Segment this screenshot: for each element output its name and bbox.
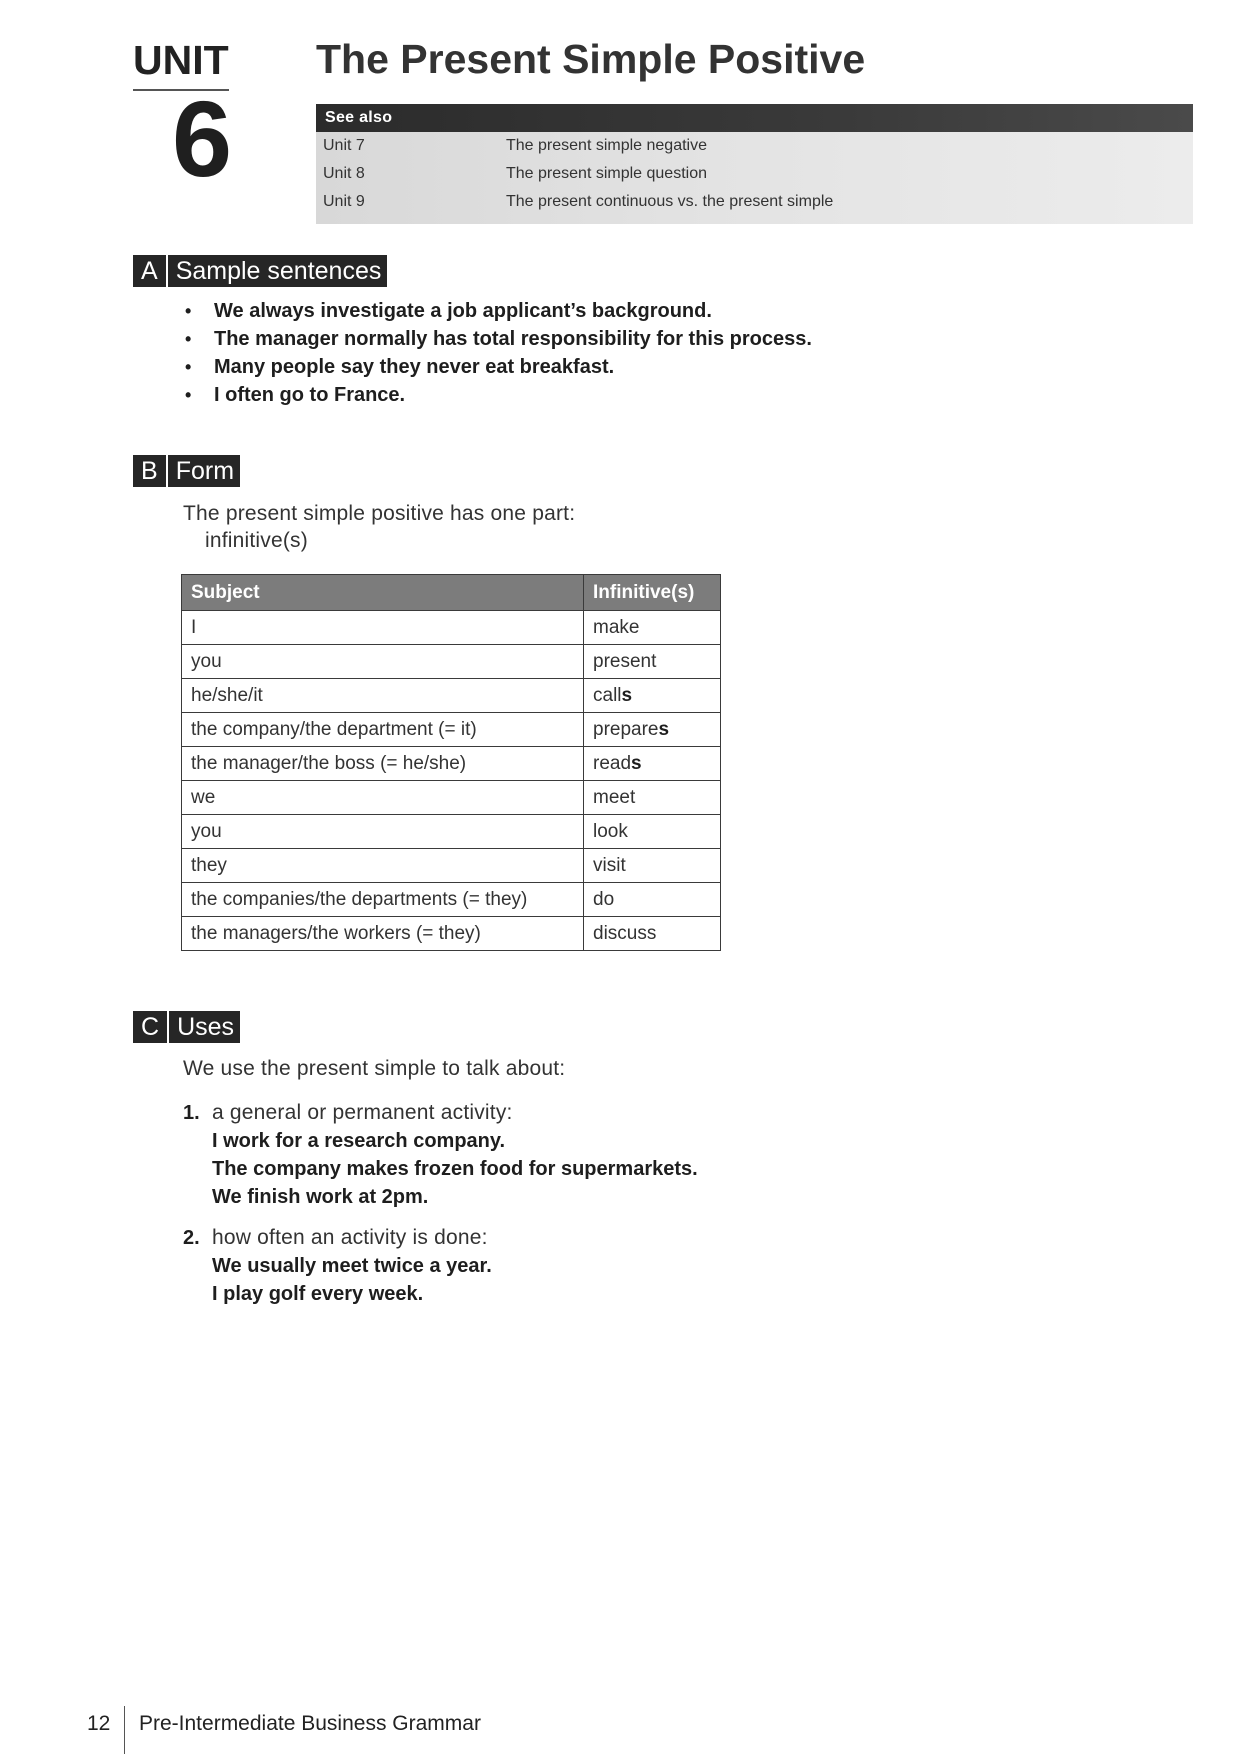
subject-cell: the company/the department (= it): [182, 713, 584, 747]
section-letter: B: [133, 455, 166, 487]
infinitive-stem: prepare: [593, 718, 659, 740]
infinitive-stem: call: [593, 684, 622, 706]
table-row: [182, 679, 721, 713]
uses-section: [183, 1055, 1083, 1308]
section-b-heading: [133, 455, 240, 487]
section-letter: C: [133, 1011, 167, 1043]
infinitive-ending: s: [631, 752, 642, 774]
infinitive-header: Infinitive(s): [584, 575, 721, 611]
infinitive-stem: make: [593, 616, 640, 638]
table-row: [182, 781, 721, 815]
see-also-topic: The present continuous vs. the present simple: [506, 193, 834, 210]
table-row: [182, 883, 721, 917]
sample-sentences-list: [183, 297, 812, 409]
sample-sentence: • Many people say they never eat breakfast.: [183, 353, 812, 381]
infinitive-stem: discuss: [593, 922, 657, 944]
infinitive-stem: visit: [593, 854, 626, 876]
infinitive-stem: read: [593, 752, 632, 774]
see-also-box: [316, 104, 1193, 224]
see-also-unit: Unit 7: [323, 137, 365, 154]
table-row: [182, 917, 721, 951]
infinitive-cell: [584, 883, 721, 917]
sample-sentence: • We always investigate a job applicant’s background.: [183, 297, 812, 325]
unit-label: UNIT: [133, 37, 229, 83]
table-row: [182, 849, 721, 883]
use-label: how often an activity is done:: [212, 1226, 488, 1249]
unit-number: 6: [172, 78, 233, 199]
use-example: The company makes frozen food for supermarkets.: [212, 1158, 698, 1180]
table-row: [182, 747, 721, 781]
subject-cell: you: [182, 645, 584, 679]
use-number: 2.: [183, 1227, 200, 1249]
infinitive-cell: [584, 781, 721, 815]
use-item: [183, 1224, 1083, 1308]
see-also-row: [316, 160, 1193, 188]
footer-divider: [124, 1706, 125, 1754]
infinitive-cell: [584, 747, 721, 781]
section-title: Sample sentences: [168, 255, 388, 287]
infinitive-cell: [584, 713, 721, 747]
book-title: Pre-Intermediate Business Grammar: [139, 1712, 481, 1735]
use-label: a general or permanent activity:: [212, 1101, 513, 1124]
infinitive-stem: present: [593, 650, 657, 672]
see-also-row: [316, 132, 1193, 160]
subject-cell: I: [182, 611, 584, 645]
subject-cell: he/she/it: [182, 679, 584, 713]
infinitive-ending: s: [621, 684, 633, 706]
subject-cell: the managers/the workers (= they): [182, 917, 584, 951]
infinitive-ending: s: [658, 718, 670, 740]
infinitive-cell: [584, 679, 721, 713]
use-item: [183, 1099, 1083, 1211]
see-also-topic: The present simple question: [506, 165, 707, 182]
sample-sentence: • I often go to France.: [183, 381, 812, 409]
see-also-topic: The present simple negative: [506, 137, 707, 154]
infinitive-stem: do: [593, 888, 615, 910]
uses-intro: We use the present simple to talk about:: [183, 1057, 566, 1080]
table-row: [182, 645, 721, 679]
see-also-unit: Unit 9: [323, 193, 365, 210]
table-row: [182, 815, 721, 849]
section-a-heading: [133, 255, 387, 287]
form-table: [181, 574, 721, 951]
subject-cell: you: [182, 815, 584, 849]
table-row: [182, 611, 721, 645]
subject-cell: the companies/the departments (= they): [182, 883, 584, 917]
use-example: We finish work at 2pm.: [212, 1186, 429, 1208]
page-title: The Present Simple Positive: [316, 36, 866, 82]
see-also-unit: Unit 8: [323, 165, 365, 182]
form-formula: infinitive(s): [205, 529, 308, 552]
table-row: [182, 713, 721, 747]
infinitive-cell: [584, 611, 721, 645]
section-c-heading: [133, 1011, 240, 1043]
use-number: 1.: [183, 1102, 200, 1124]
see-also-heading: See also: [316, 104, 1193, 132]
subject-cell: they: [182, 849, 584, 883]
subject-header: Subject: [182, 575, 584, 611]
infinitive-stem: look: [593, 820, 628, 842]
subject-cell: we: [182, 781, 584, 815]
section-title: Form: [168, 455, 240, 487]
infinitive-cell: [584, 815, 721, 849]
infinitive-cell: [584, 917, 721, 951]
form-intro: The present simple positive has one part:: [183, 502, 576, 525]
see-also-row: [316, 188, 1193, 216]
infinitive-stem: meet: [593, 786, 636, 808]
table-header-row: [182, 575, 721, 611]
use-example: I work for a research company.: [212, 1130, 506, 1152]
sample-sentence: • The manager normally has total responsibility for this process.: [183, 325, 812, 353]
use-example: I play golf every week.: [212, 1283, 424, 1305]
subject-cell: the manager/the boss (= he/she): [182, 747, 584, 781]
section-letter: A: [133, 255, 166, 287]
use-example: We usually meet twice a year.: [212, 1255, 492, 1277]
infinitive-cell: [584, 849, 721, 883]
section-title: Uses: [169, 1011, 240, 1043]
infinitive-cell: [584, 645, 721, 679]
page-number: 12: [87, 1712, 111, 1735]
